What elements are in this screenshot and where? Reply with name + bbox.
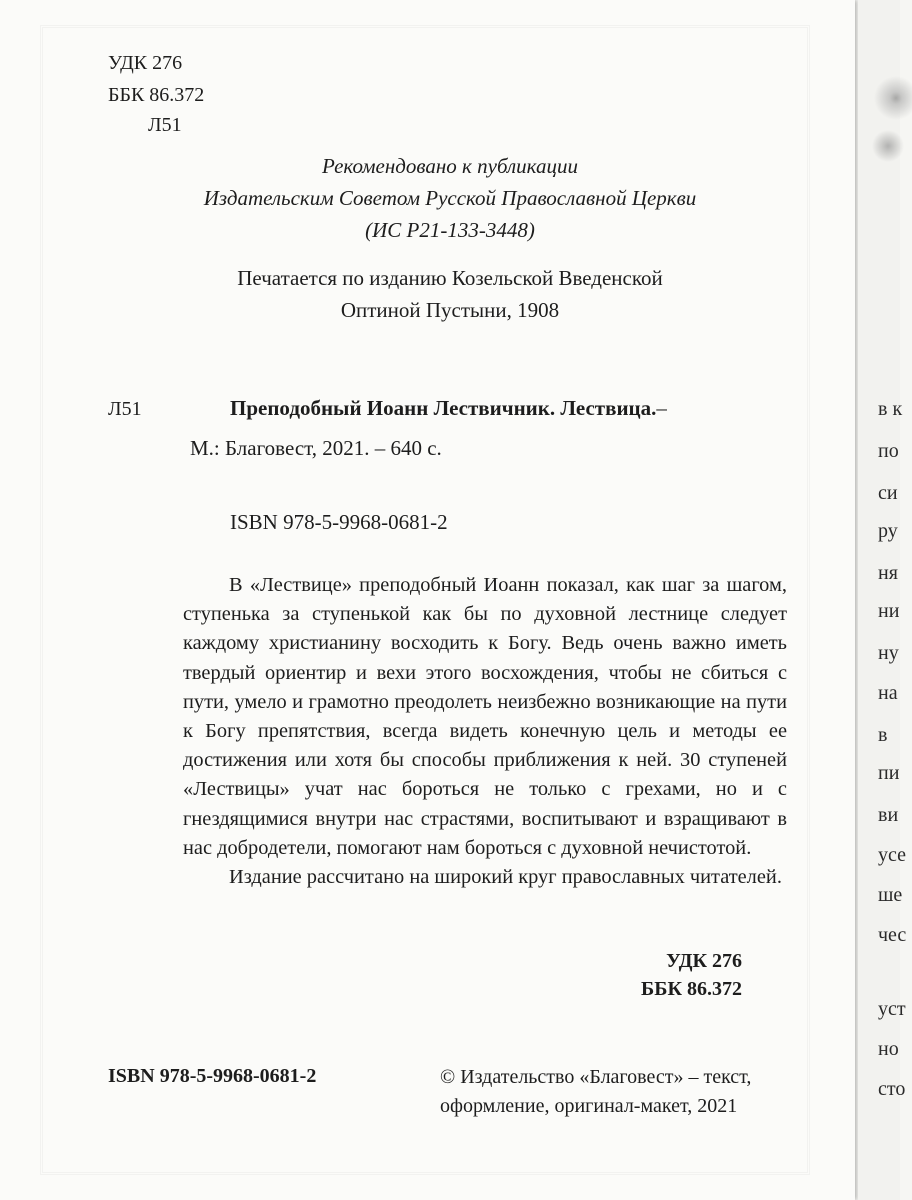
- recommendation-line-3: (ИС Р21-133-3448): [365, 218, 535, 242]
- copyright-notice: [440, 1063, 800, 1121]
- bibliographic-title: [230, 396, 667, 421]
- next-page-fragment: в к: [878, 398, 903, 420]
- copyright-line-1: © Издательство «Благовест» – текст,: [440, 1066, 752, 1088]
- next-page-fragment: усе: [878, 844, 906, 866]
- next-page-fragment: по: [878, 440, 899, 462]
- annotation-paragraph-2: Издание рассчитано на широкий круг православных читателей.: [229, 866, 782, 889]
- next-page-fragment: в: [878, 724, 888, 746]
- bbk-code-top: ББК 86.372: [108, 84, 205, 106]
- next-page-edge: [858, 0, 907, 1200]
- publication-recommendation: [150, 150, 750, 246]
- printed-from-line-1: Печатается по изданию Козельской Введенской: [237, 266, 663, 290]
- author-mark-top: Л51: [148, 114, 182, 136]
- author-mark-biblio: Л51: [108, 398, 142, 420]
- publisher-line: М.: Благовест, 2021. – 640 с.: [190, 436, 442, 460]
- next-page-fragment: ну: [878, 642, 899, 664]
- next-page-fragment: ру: [878, 520, 898, 542]
- printed-from-note: [150, 262, 750, 326]
- next-page-fragment: на: [878, 682, 898, 704]
- next-page-fragment: си: [878, 482, 898, 504]
- recommendation-line-1: Рекомендовано к публикации: [322, 154, 578, 178]
- next-page-fragment: пи: [878, 762, 900, 784]
- next-page-fragment: но: [878, 1038, 899, 1060]
- next-page-fragment: сто: [878, 1078, 906, 1100]
- printed-from-line-2: Оптиной Пустыни, 1908: [340, 298, 560, 322]
- isbn-bottom: ISBN 978-5-9968-0681-2: [108, 1065, 317, 1087]
- book-title: Преподобный Иоанн Лествичник. Лествица.: [230, 396, 657, 420]
- udk-code-top: УДК 276: [108, 52, 183, 74]
- next-page-fragment: ви: [878, 804, 899, 826]
- bbk-code-bottom: ББК 86.372: [641, 978, 742, 1000]
- isbn-biblio: ISBN 978-5-9968-0681-2: [230, 510, 448, 534]
- next-page-fragment: ше: [878, 884, 903, 906]
- title-dash: –: [656, 396, 667, 420]
- next-page-fragment: ня: [878, 562, 898, 584]
- next-page-fragment: уст: [878, 998, 906, 1020]
- udk-code-bottom: УДК 276: [666, 950, 742, 972]
- annotation: [183, 571, 787, 892]
- recommendation-line-2: Издательским Советом Русской Православной Церкви: [203, 186, 697, 210]
- annotation-paragraph-1: В «Лествице» преподобный Иоанн показал, как шаг за шагом, ступенька за ступенькой как бы по духовной лестнице следует каждому христианину восходить к Богу. Ведь очень важно иметь твердый ориентир и вехи этого восхождения, чтобы не сбиться с пути, умело и грамотно преодолеть неизбежно возникающие на пути к Богу препятствия, всегда видеть конечную цель и методы ее достижения или хотя бы способы приближения к ней. 30 ступеней «Лествицы» учат нас бороться не только с грехами, но и с гнездящимися внутри нас страстями, воспитывают и взращивают в нас добродетели, помогают нам бороться с духовной нечистотой.: [183, 574, 787, 859]
- ornament-icon: [872, 50, 912, 210]
- copyright-line-2: оформление, оригинал-макет, 2021: [440, 1095, 738, 1117]
- next-page-fragment: чес: [878, 924, 907, 946]
- next-page-fragment: ни: [878, 600, 900, 622]
